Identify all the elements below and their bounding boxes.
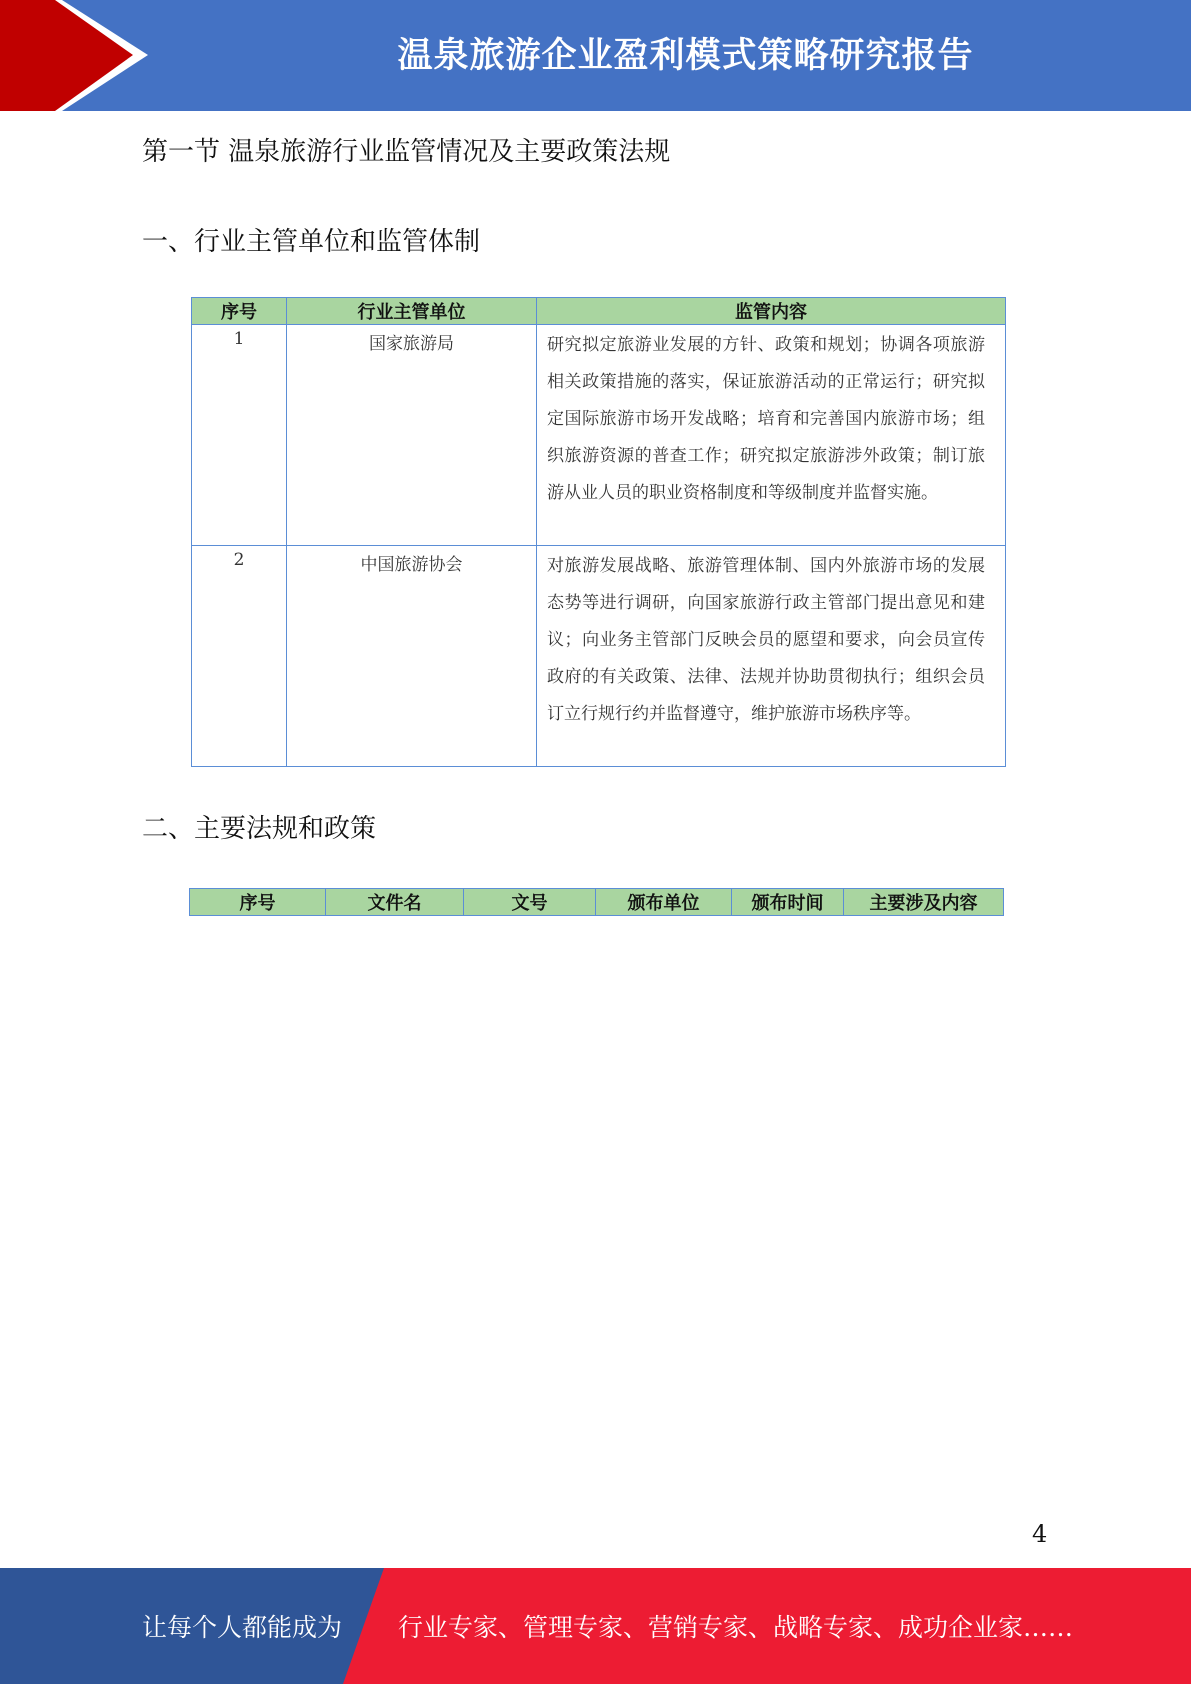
col-header-issue-date: 颁布时间 [732,889,844,916]
subsection-heading-1: 一、行业主管单位和监管体制 [142,227,481,257]
row-unit: 中国旅游协会 [287,546,537,767]
col-header-no: 序号 [190,889,326,916]
col-header-main-content: 主要涉及内容 [844,889,1004,916]
col-header-content: 监管内容 [537,298,1006,325]
footer-slogan-right: 行业专家、管理专家、营销专家、战略专家、成功企业家…… [398,1613,1074,1642]
row-unit: 国家旅游局 [287,325,537,546]
col-header-unit: 行业主管单位 [287,298,537,325]
table-header-row [192,298,1006,325]
row-no: 2 [192,546,287,767]
table-row [192,546,1006,767]
row-content: 研究拟定旅游业发展的方针、政策和规划；协调各项旅游相关政策措施的落实，保证旅游活动的正常运行；研究拟定国际旅游市场开发战略；培育和完善国内旅游市场；组织旅游资源的普查工作；研究拟定旅游涉外政策；制订旅游从业人员的职业资格制度和等级制度并监督实施。 [537,325,1006,546]
page-footer [0,1568,1191,1684]
col-header-issuer: 颁布单位 [596,889,732,916]
subsection-heading-2: 二、主要法规和政策 [142,814,377,844]
page-number: 4 [1032,1520,1048,1548]
table-header-row [190,889,1004,916]
section-title: 第一节 温泉旅游行业监管情况及主要政策法规 [142,137,671,167]
footer-slogan-left: 让每个人都能成为 [142,1613,343,1642]
col-header-file-name: 文件名 [326,889,464,916]
policy-table [189,888,1004,916]
row-no: 1 [192,325,287,546]
row-content: 对旅游发展战略、旅游管理体制、国内外旅游市场的发展态势等进行调研，向国家旅游行政主管部门提出意见和建议；向业务主管部门反映会员的愿望和要求，向会员宣传政府的有关政策、法律、法规并协助贯彻执行；组织会员订立行规行约并监督遵守，维护旅游市场秩序等。 [537,546,1006,767]
page-header [0,0,1191,111]
chevron-logo-icon [0,0,160,111]
report-title: 温泉旅游企业盈利模式策略研究报告 [397,36,974,76]
col-header-no: 序号 [192,298,287,325]
col-header-doc-number: 文号 [464,889,596,916]
table-row [192,325,1006,546]
regulator-table [191,297,1006,767]
